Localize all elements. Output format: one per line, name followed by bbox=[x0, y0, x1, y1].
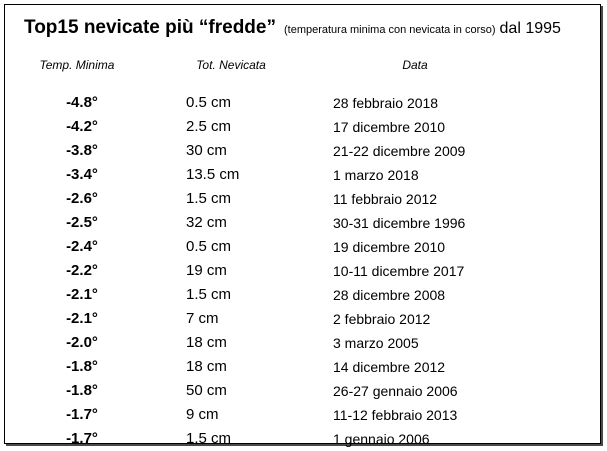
min-temperature-cell: -1.8° bbox=[66, 382, 98, 399]
min-temperature-cell: -2.5° bbox=[66, 214, 98, 231]
min-temperature-cell: -2.4° bbox=[66, 238, 98, 255]
total-snowfall-cell: 32 cm bbox=[186, 214, 227, 231]
header-date: Data bbox=[402, 58, 428, 72]
min-temperature-cell: -2.1° bbox=[66, 310, 98, 327]
date-cell: 14 dicembre 2012 bbox=[333, 359, 446, 375]
total-snowfall-cell: 18 cm bbox=[186, 334, 227, 351]
table-row bbox=[5, 139, 602, 163]
title-since-year: dal 1995 bbox=[499, 20, 561, 37]
min-temperature-cell: -4.2° bbox=[66, 118, 98, 135]
table-row bbox=[5, 163, 602, 187]
table-row bbox=[5, 91, 602, 115]
header-total-snowfall: Tot. Nevicata bbox=[196, 58, 266, 72]
min-temperature-cell: -3.4° bbox=[66, 166, 98, 183]
total-snowfall-cell: 50 cm bbox=[186, 382, 227, 399]
table-row bbox=[5, 115, 602, 139]
date-cell: 3 marzo 2005 bbox=[333, 335, 419, 351]
min-temperature-cell: -1.7° bbox=[66, 406, 98, 423]
table-row bbox=[5, 235, 602, 259]
min-temperature-cell: -2.0° bbox=[66, 334, 98, 351]
total-snowfall-cell: 13.5 cm bbox=[186, 166, 240, 183]
min-temperature-cell: -3.8° bbox=[66, 142, 98, 159]
date-cell: 26-27 gennaio 2006 bbox=[333, 383, 458, 399]
table-row bbox=[5, 331, 602, 355]
total-snowfall-cell: 2.5 cm bbox=[186, 118, 232, 135]
min-temperature-cell: -1.7° bbox=[66, 430, 98, 447]
date-cell: 17 dicembre 2010 bbox=[333, 119, 446, 135]
table-row bbox=[5, 283, 602, 307]
title-main: Top15 nevicate più “fredde” bbox=[24, 17, 276, 38]
snowfall-table-panel bbox=[4, 4, 601, 447]
total-snowfall-cell: 30 cm bbox=[186, 142, 227, 159]
min-temperature-cell: -1.8° bbox=[66, 358, 98, 375]
header-min-temperature: Temp. Minima bbox=[39, 58, 115, 72]
table-row bbox=[5, 379, 602, 403]
date-cell: 30-31 dicembre 1996 bbox=[333, 215, 466, 231]
total-snowfall-cell: 1.5 cm bbox=[186, 190, 232, 207]
date-cell: 28 febbraio 2018 bbox=[333, 95, 439, 111]
total-snowfall-cell: 0.5 cm bbox=[186, 238, 232, 255]
date-cell: 28 dicembre 2008 bbox=[333, 287, 446, 303]
date-cell: 11-12 febbraio 2013 bbox=[333, 407, 458, 423]
total-snowfall-cell: 18 cm bbox=[186, 358, 227, 375]
table-row bbox=[5, 211, 602, 235]
date-cell: 2 febbraio 2012 bbox=[333, 311, 431, 327]
date-cell: 21-22 dicembre 2009 bbox=[333, 143, 466, 159]
table-row bbox=[5, 403, 602, 427]
date-cell: 1 gennaio 2006 bbox=[333, 431, 430, 447]
total-snowfall-cell: 1.5 cm bbox=[186, 430, 232, 447]
total-snowfall-cell: 19 cm bbox=[186, 262, 227, 279]
table-row bbox=[5, 427, 602, 451]
table-row bbox=[5, 355, 602, 379]
min-temperature-cell: -4.8° bbox=[66, 94, 98, 111]
total-snowfall-cell: 7 cm bbox=[186, 310, 219, 327]
min-temperature-cell: -2.2° bbox=[66, 262, 98, 279]
min-temperature-cell: -2.1° bbox=[66, 286, 98, 303]
date-cell: 11 febbraio 2012 bbox=[333, 191, 438, 207]
date-cell: 10-11 dicembre 2017 bbox=[333, 263, 465, 279]
date-cell: 19 dicembre 2010 bbox=[333, 239, 446, 255]
table-row bbox=[5, 259, 602, 283]
min-temperature-cell: -2.6° bbox=[66, 190, 98, 207]
table-body bbox=[5, 91, 602, 451]
title-subtitle: (temperatura minima con nevicata in corso) bbox=[283, 24, 496, 36]
table-row bbox=[5, 307, 602, 331]
page-title bbox=[24, 16, 561, 42]
total-snowfall-cell: 1.5 cm bbox=[186, 286, 232, 303]
total-snowfall-cell: 9 cm bbox=[186, 406, 219, 423]
table-row bbox=[5, 187, 602, 211]
date-cell: 1 marzo 2018 bbox=[333, 167, 419, 183]
total-snowfall-cell: 0.5 cm bbox=[186, 94, 232, 111]
